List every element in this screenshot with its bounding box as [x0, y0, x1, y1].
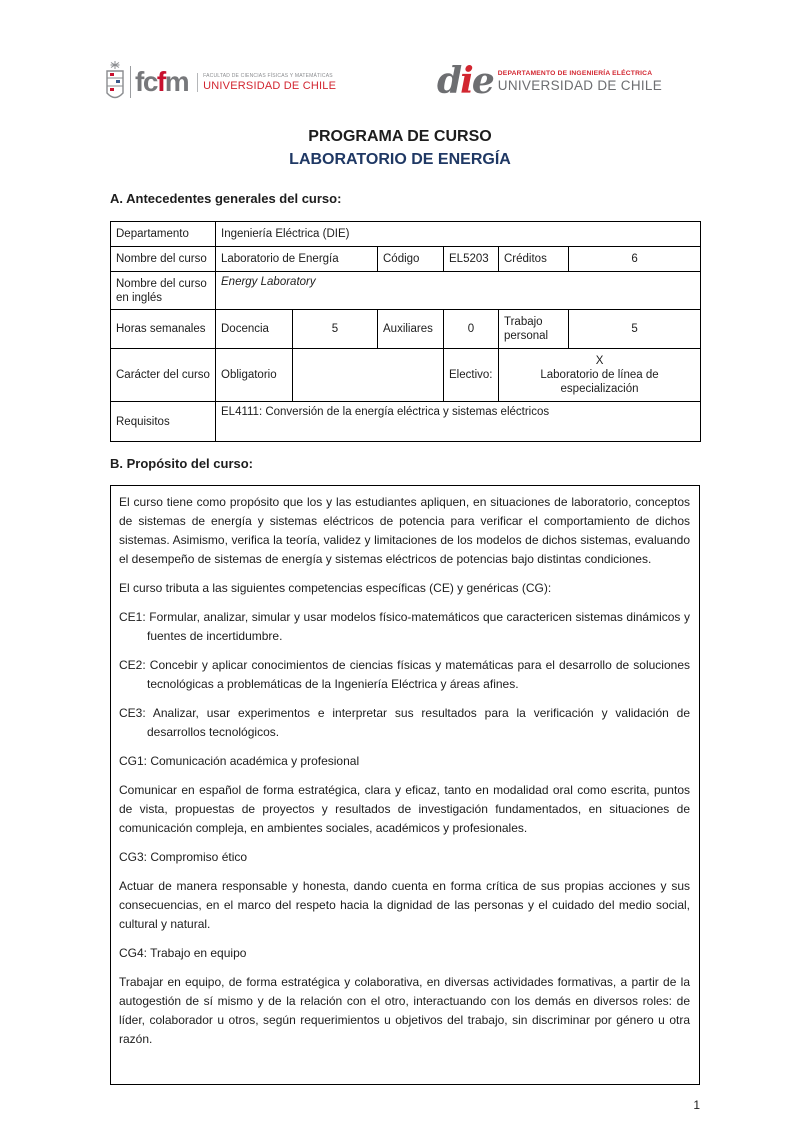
- purpose-paragraph: El curso tiene como propósito que los y las estudiantes apliquen, en situaciones de laboratorio, conceptos de sistemas de energía y sistemas eléctricos de potencia para verificar el comportamiento de dichos sistemas. Asimismo, verifica la teoría, validez y limitaciones de los modelos de dichos sistemas, evaluando el desempeño de sistemas de energía y sistemas eléctricos de potencias bajo distintas condiciones.: [119, 495, 690, 566]
- table-row: [111, 402, 701, 442]
- horas-semanales-label: Horas semanales: [111, 310, 216, 349]
- codigo-label: Código: [378, 247, 444, 272]
- section-a-heading: A. Antecedentes generales del curso:: [110, 191, 342, 206]
- table-row: [111, 222, 701, 247]
- electivo-cell: [499, 349, 701, 402]
- die-logo-text: [498, 70, 662, 93]
- purpose-paragraph: El curso tributa a las siguientes competencias específicas (CE) y genéricas (CG):: [119, 581, 552, 595]
- die-logo: [437, 62, 662, 100]
- requisitos-value: EL4111: Conversión de la energía eléctrica y sistemas eléctricos: [216, 402, 701, 442]
- table-row: [111, 247, 701, 272]
- creditos-label: Créditos: [499, 247, 569, 272]
- table-row: [111, 349, 701, 402]
- uchile-crest-icon: [104, 60, 126, 104]
- trabajo-personal-value: 5: [569, 310, 701, 349]
- docencia-value: 5: [293, 310, 378, 349]
- fcfm-university-line: UNIVERSIDAD DE CHILE: [203, 79, 337, 92]
- competency-cg4-label: CG4: Trabajo en equipo: [119, 946, 247, 960]
- document-titles: [0, 126, 800, 171]
- auxiliares-label: Auxiliares: [378, 310, 444, 349]
- course-subtitle: LABORATORIO DE ENERGÍA: [289, 151, 511, 168]
- competency-ce2: CE2: Concebir y aplicar conocimientos de ciencias físicas y matemáticas para el desarrollo de soluciones tecnológicas a problemáticas de la Ingeniería Eléctrica y áreas afines.: [119, 658, 690, 691]
- fcfm-acronym: fcfm: [135, 66, 189, 97]
- fcfm-faculty-line: FACULTAD DE CIENCIAS FÍSICAS Y MATEMÁTICAS: [203, 72, 333, 79]
- course-info-table: [110, 221, 701, 442]
- caracter-curso-label: Carácter del curso: [111, 349, 216, 402]
- competency-cg1-label: CG1: Comunicación académica y profesional: [119, 754, 360, 768]
- electivo-label: Electivo:: [444, 349, 499, 402]
- obligatorio-value: [293, 349, 444, 402]
- competency-cg3-body: Actuar de manera responsable y honesta, dando cuenta en forma crítica de sus propias acciones y sus consecuencias, en el marco del respeto hacia la dignidad de las personas y el cuidado del medio social, cultural y natural.: [119, 879, 690, 931]
- fcfm-logo: [104, 60, 336, 104]
- electivo-value: Laboratorio de línea de especialización: [540, 369, 659, 395]
- auxiliares-value: 0: [444, 310, 499, 349]
- nombre-curso-label: Nombre del curso: [111, 247, 216, 272]
- requisitos-label: Requisitos: [111, 402, 216, 442]
- die-acronym: die: [437, 60, 493, 102]
- competency-cg1-body: Comunicar en español de forma estratégica, clara y eficaz, tanto en modalidad oral como escrita, puntos de vista, propuestas de proyectos y resultados de investigación fundamentados, en situaciones de comunicación compleja, en ambientes sociales, académicos y profesionales.: [119, 783, 690, 835]
- codigo-value: EL5203: [444, 247, 499, 272]
- competency-ce1: CE1: Formular, analizar, simular y usar modelos físico-matemáticos que caractericen sistemas dinámicos y fuentes de incertidumbre.: [119, 610, 690, 643]
- competency-ce3: CE3: Analizar, usar experimentos e interpretar sus resultados para la verificación y validación de desarrollos tecnológicos.: [119, 706, 690, 739]
- section-b-heading: B. Propósito del curso:: [110, 456, 254, 471]
- nombre-curso-value: Laboratorio de Energía: [216, 247, 378, 272]
- die-department-line: DEPARTAMENTO DE INGENIERÍA ELÉCTRICA: [497, 69, 653, 77]
- obligatorio-label: Obligatorio: [216, 349, 293, 402]
- nombre-ingles-value: Energy Laboratory: [216, 272, 701, 310]
- logo-divider: [130, 66, 131, 98]
- page-number: 1: [693, 1098, 700, 1112]
- docencia-label: Docencia: [216, 310, 293, 349]
- trabajo-personal-label: Trabajo personal: [499, 310, 569, 349]
- departamento-value: Ingeniería Eléctrica (DIE): [216, 222, 701, 247]
- creditos-value: 6: [569, 247, 701, 272]
- die-university-line: UNIVERSIDAD DE CHILE: [497, 77, 663, 93]
- electivo-mark: X: [595, 355, 604, 367]
- competency-cg3-label: CG3: Compromiso ético: [119, 850, 248, 864]
- fcfm-logo-text: [197, 73, 336, 92]
- nombre-ingles-label: Nombre del curso en inglés: [111, 272, 216, 310]
- competency-cg4-body: Trabajar en equipo, de forma estratégica y colaborativa, en diversas actividades formativas, a partir de la autogestión de sí mismo y de la relación con el otro, interactuando con los demás en diversos roles: de líder, colaborador u otros, según requerimientos u objetivos del trabajo, sin discriminar por género u otra razón.: [119, 975, 690, 1046]
- departamento-label: Departamento: [111, 222, 216, 247]
- page-title: PROGRAMA DE CURSO: [308, 128, 492, 145]
- table-row: [111, 272, 701, 310]
- purpose-text-box: [110, 485, 700, 1085]
- table-row: [111, 310, 701, 349]
